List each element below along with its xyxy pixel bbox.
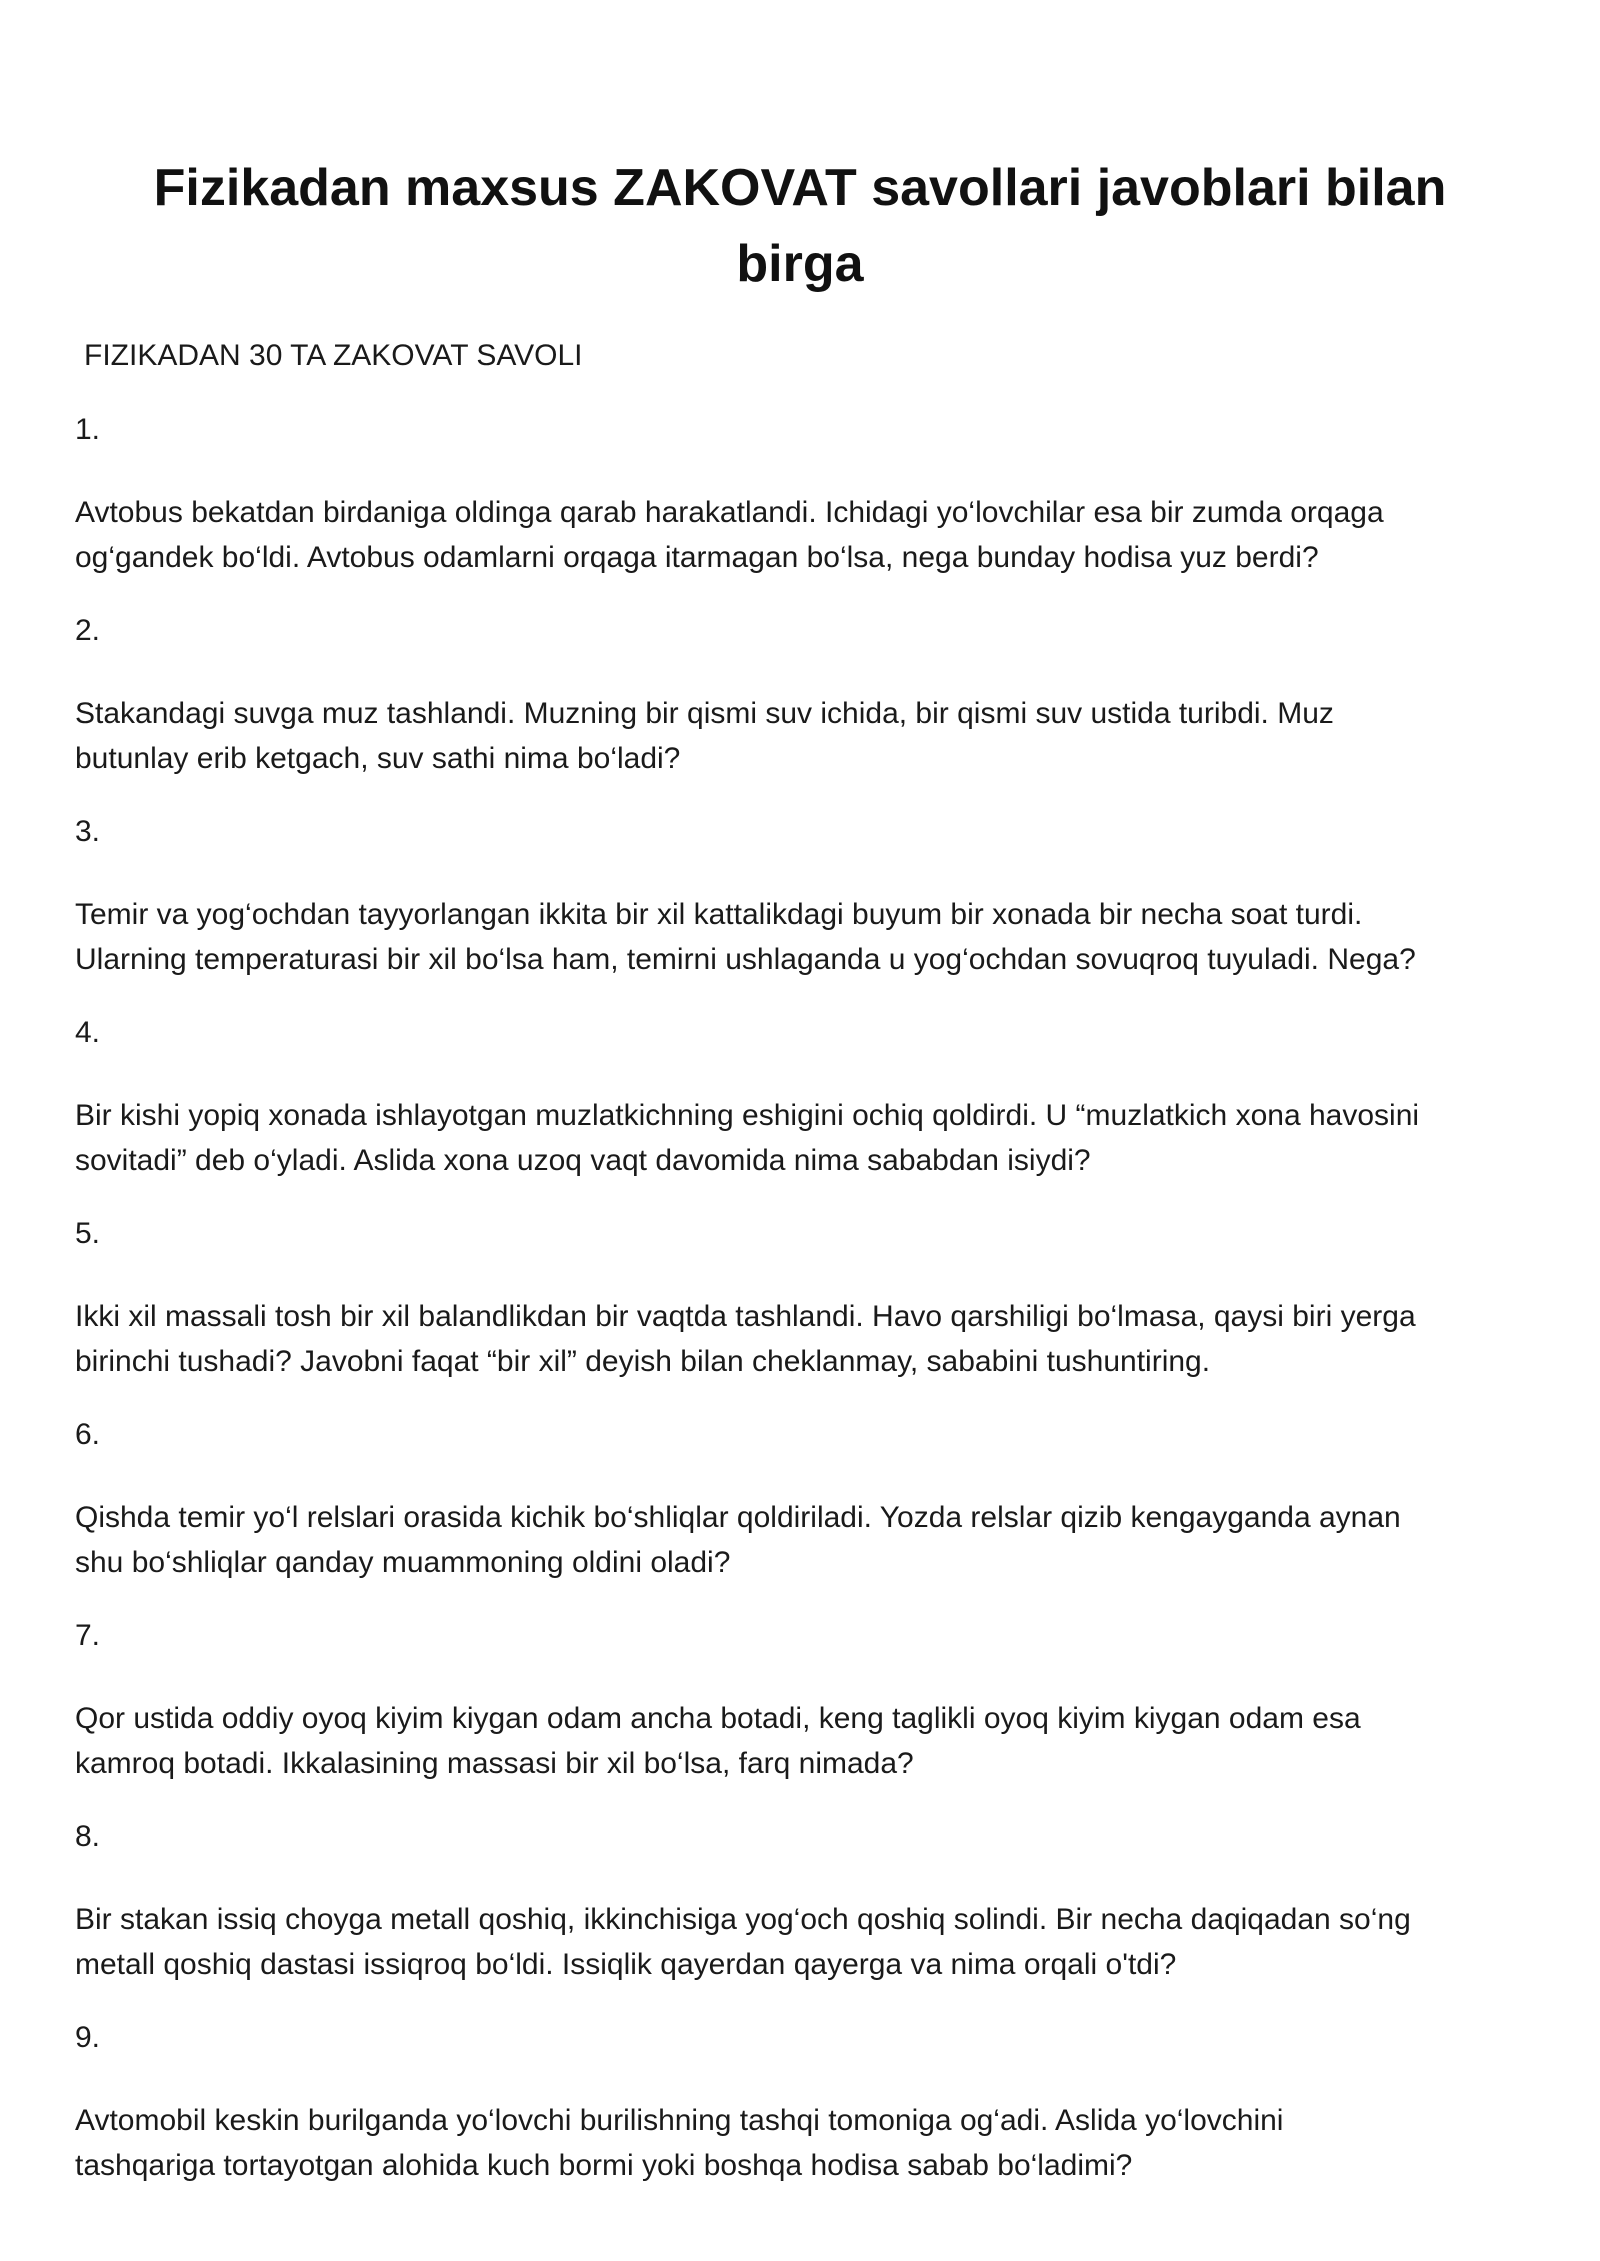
question-number: 5. (75, 1217, 101, 1250)
document-title: Fizikadan maxsus ZAKOVAT savollari javoblari bilan birga (153, 159, 1447, 293)
question-item (75, 1618, 1535, 1819)
question-item (75, 1819, 1535, 2020)
question-item (75, 613, 1535, 814)
question-number: 4. (75, 1016, 101, 1049)
question-item (75, 814, 1535, 1015)
question-text: Qor ustida oddiy oyoq kiyim kiygan odam ancha botadi, keng taglikli oyoq kiyim kiygan odam esa kamroq botadi. Ikkalasining massasi bir xil bo‘lsa, farq nimada? (75, 1702, 1361, 1780)
question-number: 2. (75, 614, 101, 647)
question-text: Bir stakan issiq choyga metall qoshiq, ikkinchisiga yog‘och qoshiq solindi. Bir necha daqiqadan so‘ng metall qoshiq dastasi issiqroq bo‘ldi. Issiqlik qayerdan qayerga va nima orqali o'tdi? (75, 1903, 1411, 1981)
question-number: 6. (75, 1418, 101, 1451)
question-item (75, 412, 1535, 613)
question-list (75, 412, 1535, 2221)
question-text: Ikki xil massali tosh bir xil balandlikdan bir vaqtda tashlandi. Havo qarshiligi bo‘lmasa, qaysi biri yerga birinchi tushadi? Javobni faqat “bir xil” deyish bilan cheklanmay, sababini tushuntiring. (75, 1300, 1416, 1378)
question-text: Temir va yog‘ochdan tayyorlangan ikkita bir xil kattalikdagi buyum bir xonada bir necha soat turdi. Ularning temperaturasi bir xil bo‘lsa ham, temirni ushlaganda u yog‘ochdan sovuqroq tuyuladi. Nega? (75, 898, 1416, 976)
question-number: 3. (75, 815, 101, 848)
question-item (75, 1216, 1535, 1417)
question-text: Avtobus bekatdan birdaniga oldinga qarab harakatlandi. Ichidagi yo‘lovchilar esa bir zumda orqaga og‘gandek bo‘ldi. Avtobus odamlarni orqaga itarmagan bo‘lsa, nega bunday hodisa yuz berdi? (75, 496, 1384, 574)
question-item (75, 1417, 1535, 1618)
question-text: Stakandagi suvga muz tashlandi. Muzning bir qismi suv ichida, bir qismi suv ustida turibdi. Muz butunlay erib ketgach, suv sathi nima bo‘ladi? (75, 697, 1334, 775)
question-text: Avtomobil keskin burilganda yo‘lovchi burilishning tashqi tomoniga og‘adi. Aslida yo‘lovchini tashqariga tortayotgan alohida kuch bormi yoki boshqa hodisa sabab bo‘ladimi? (75, 2104, 1284, 2182)
question-number: 8. (75, 1820, 101, 1853)
question-number: 9. (75, 2021, 101, 2054)
document-subtitle: FIZIKADAN 30 TA ZAKOVAT SAVOLI (84, 339, 583, 372)
question-text: Qishda temir yo‘l relslari orasida kichik bo‘shliqlar qoldiriladi. Yozda relslar qizib kengayganda aynan shu bo‘shliqlar qanday muammoning oldini oladi? (75, 1501, 1401, 1579)
question-number: 1. (75, 413, 101, 446)
question-item (75, 1015, 1535, 1216)
question-item (75, 2020, 1535, 2221)
question-number: 7. (75, 1619, 101, 1652)
question-text: Bir kishi yopiq xonada ishlayotgan muzlatkichning eshigini ochiq qoldirdi. U “muzlatkich xona havosini sovitadi” deb o‘yladi. Aslida xona uzoq vaqt davomida nima sababdan isiydi? (75, 1099, 1420, 1177)
